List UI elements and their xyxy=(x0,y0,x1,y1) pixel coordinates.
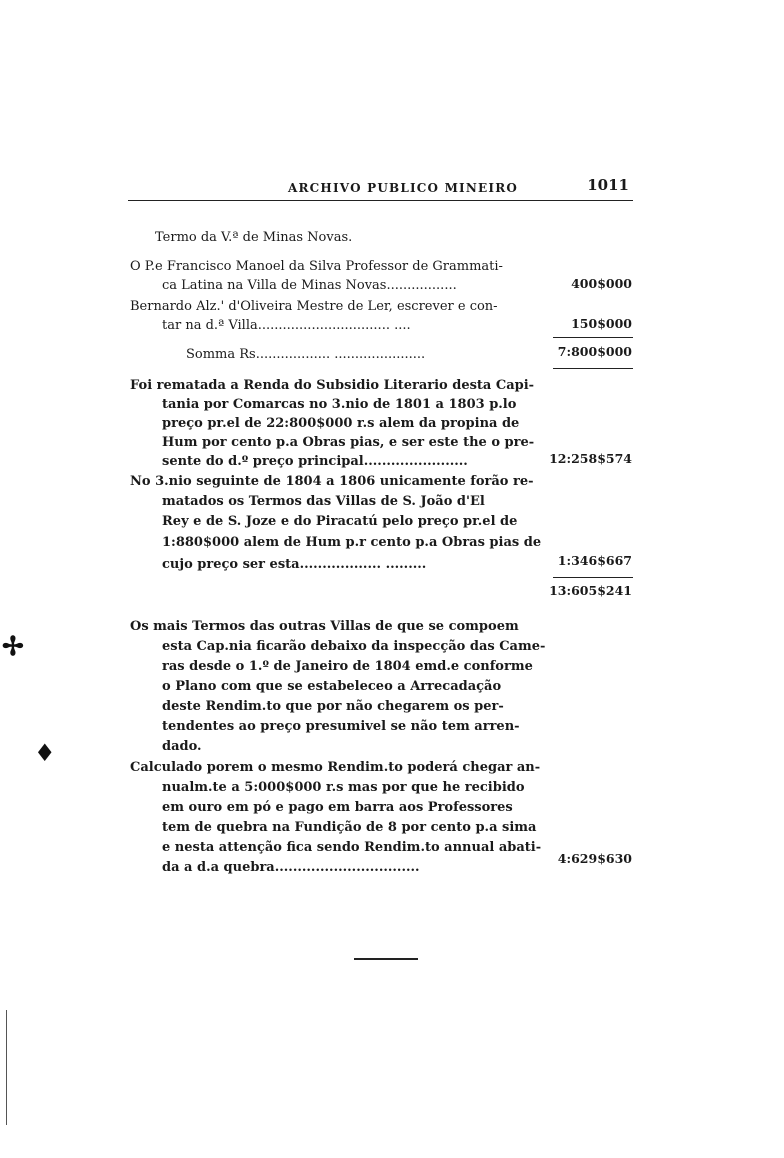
entry-amount: 4:629$630 xyxy=(557,851,632,866)
entry-line: 1:880$000 alem de Hum p.r cento p.a Obras pias de xyxy=(162,535,542,550)
sum-rule xyxy=(553,368,633,369)
entry-line: cujo preço ser esta.................. ......... xyxy=(162,557,427,572)
entry-line: da a d.a quebra................................ xyxy=(162,860,420,875)
sum-rule xyxy=(553,337,633,338)
entry-line: ras desde o 1.º de Janeiro de 1804 emd.e conforme xyxy=(162,659,533,674)
entry-line: nualm.te a 5:000$000 r.s mas por que he recibido xyxy=(162,780,525,795)
entry-line: dado. xyxy=(162,739,202,754)
entry-line: Rey e de S. Joze e do Piracatú pelo preço pr.el de xyxy=(162,514,518,529)
entry-amount: 12:258$574 xyxy=(549,451,632,466)
entry-amount: 1:346$667 xyxy=(557,553,632,568)
entry-amount: 400$000 xyxy=(571,276,632,291)
total-amount: 13:605$241 xyxy=(549,583,632,598)
closing-rule xyxy=(354,958,418,960)
total-rule xyxy=(553,577,633,578)
entry-line: Hum por cento p.a Obras pias, e ser este the o pre- xyxy=(162,435,535,450)
entry-line: matados os Termos das Villas de S. João d'El xyxy=(162,494,485,509)
entry-line: O P.e Francisco Manoel da Silva Professor de Grammati- xyxy=(130,259,503,274)
entry-line: tar na d.ª Villa................................ .... xyxy=(162,318,411,333)
section-title: Termo da V.ª de Minas Novas. xyxy=(155,230,353,245)
entry-line: No 3.nio seguinte de 1804 a 1806 unicamente forão re- xyxy=(130,474,534,489)
margin-line xyxy=(6,1010,7,1125)
entry-line: e nesta attenção fica sendo Rendim.to annual abati- xyxy=(162,840,542,855)
entry-line: deste Rendim.to que por não chegarem os per- xyxy=(162,699,504,714)
entry-line: Calculado porem o mesmo Rendim.to poderá chegar an- xyxy=(130,760,541,775)
ink-blot-mark: ♦ xyxy=(34,738,56,767)
entry-line: ca Latina na Villa de Minas Novas................. xyxy=(162,278,457,293)
entry-line: em ouro em pó e pago em barra aos Professores xyxy=(162,800,513,815)
page-header xyxy=(128,176,633,204)
entry-line: tania por Comarcas no 3.nio de 1801 a 1803 p.lo xyxy=(162,397,517,412)
entry-line: sente do d.º preço principal....................... xyxy=(162,454,468,469)
entry-line: tem de quebra na Fundição de 8 por cento p.a sima xyxy=(162,820,537,835)
header-rule xyxy=(128,200,633,201)
entry-line: o Plano com que se estabeleceo a Arrecadação xyxy=(162,679,502,694)
ink-blot-mark: ✢ xyxy=(2,632,24,662)
sum-amount: 7:800$000 xyxy=(557,344,632,359)
entry-line: tendentes ao preço presumivel se não tem arren- xyxy=(162,719,520,734)
entry-line: Bernardo Alz.' d'Oliveira Mestre de Ler, escrever e con- xyxy=(130,299,498,314)
sum-label: Somma Rs.................. ...................... xyxy=(186,347,426,362)
entry-line: Os mais Termos das outras Villas de que se compoem xyxy=(130,619,519,634)
entry-line: preço pr.el de 22:800$000 r.s alem da propina de xyxy=(162,416,520,431)
running-title: ARCHIVO PUBLICO MINEIRO xyxy=(288,181,519,195)
entry-line: esta Cap.nia ficarão debaixo da inspecção das Came- xyxy=(162,639,546,654)
entry-line: Foi rematada a Renda do Subsidio Literario desta Capi- xyxy=(130,378,535,393)
page-number: 1011 xyxy=(587,176,629,194)
entry-amount: 150$000 xyxy=(571,316,632,331)
